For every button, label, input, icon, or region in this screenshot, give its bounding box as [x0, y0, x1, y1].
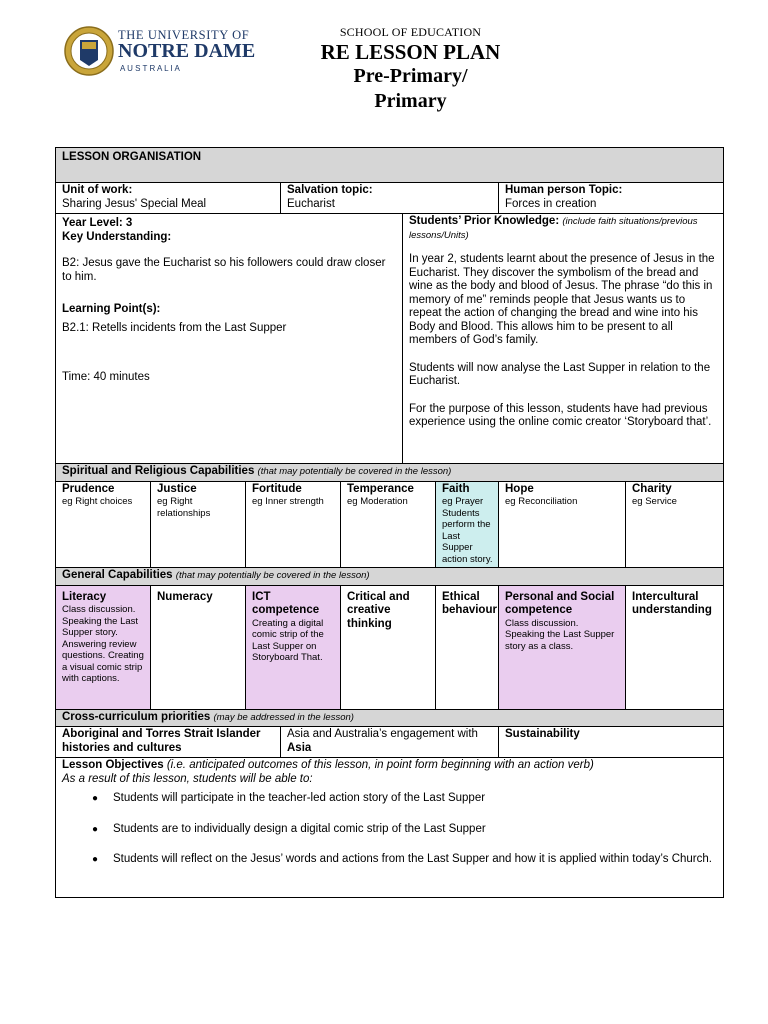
bullet-icon: ●	[92, 823, 99, 835]
objective-item: ● Students will reflect on the Jesus’ words and actions from the Last Supper and how it is applied within today’s Church.	[92, 853, 712, 865]
title-block	[268, 25, 553, 114]
general-capabilities-heading	[56, 568, 724, 586]
salvation-topic-cell	[281, 183, 499, 214]
spiritual-justice: Justice eg Right relationships	[151, 481, 246, 568]
bullet-icon: ●	[92, 793, 99, 804]
year-level: Year Level: 3	[62, 217, 133, 229]
spiritual-hope: Hope eg Reconciliation	[499, 481, 626, 568]
bullet-icon: ●	[92, 854, 99, 865]
objective-item: ● Students are to individually design a digital comic strip of the Last Supper	[92, 822, 486, 835]
general-numeracy: Numeracy	[151, 585, 246, 709]
objective-item: ● Students will participate in the teacher-led action story of the Last Supper	[92, 792, 486, 804]
plan-title: RE LESSON PLAN	[320, 40, 501, 64]
spiritual-capabilities-heading	[56, 464, 724, 482]
logo-line2: NOTRE DAME	[118, 40, 256, 62]
general-literacy: Literacy Class discussion. Speaking the Last Supper story. Answering review questions. Creating a visual comic strip with captions.	[56, 585, 151, 709]
unit-of-work-cell	[56, 183, 281, 214]
plan-subtitle-1: Pre-Primary/	[353, 65, 468, 87]
objectives-intro: As a result of this lesson, students will be able to:	[62, 772, 313, 785]
spiritual-prudence: Prudence eg Right choices	[56, 481, 151, 568]
time-text: Time: 40 minutes	[62, 371, 150, 383]
spiritual-heading-note: (that may potentially be covered in the lesson)	[257, 466, 452, 477]
general-critical-creative: Critical and creative thinking	[341, 585, 436, 709]
general-ethical: Ethical behaviour	[436, 585, 499, 709]
key-understanding-text: B2: Jesus gave the Eucharist so his followers could draw closer to him.	[62, 257, 386, 283]
general-heading-note: (that may potentially be covered in the lesson)	[175, 570, 370, 581]
logo-line1: THE UNIVERSITY OF	[118, 28, 250, 42]
key-understanding-cell	[56, 214, 403, 464]
unit-value: Sharing Jesus' Special Meal	[62, 197, 207, 210]
cross-aboriginal: Aboriginal and Torres Strait Islander histories and cultures	[56, 727, 281, 758]
spiritual-fortitude: Fortitude eg Inner strength	[246, 481, 341, 568]
prior-knowledge-note: (include faith situations/previous lessons/Units)	[409, 216, 698, 241]
salvation-label: Salvation topic:	[287, 184, 373, 196]
cross-sustainability: Sustainability	[499, 727, 724, 758]
general-personal-social: Personal and Social competence Class discussion. Speaking the Last Supper story as a class.	[499, 585, 626, 709]
learning-points-label: Learning Point(s):	[62, 303, 161, 315]
objectives-list	[62, 792, 718, 867]
lesson-objectives-cell	[56, 758, 724, 898]
key-understanding-label: Key Understanding:	[62, 230, 172, 243]
prior-paragraph-1: In year 2, students learnt about the presence of Jesus in the Eucharist. They discover the symbolism of the bread and wine as the body and blood of Jesus. The phrase “do this in memory of me” reminds people that Jesus wants us to repeat the action of changing the bread and wine into his Body and Blood. This allows him to be present to all members of God’s family.	[409, 253, 715, 346]
cross-heading-label: Cross-curriculum priorities	[62, 710, 211, 723]
prior-paragraph-3: For the purpose of this lesson, students have had previous experience using the online comic creator ‘Storyboard that’.	[409, 402, 712, 428]
human-person-topic-cell	[499, 183, 724, 214]
prior-knowledge-cell	[403, 214, 724, 464]
lesson-organisation-heading: LESSON ORGANISATION	[56, 148, 724, 183]
cross-asia-line2: Asia	[287, 741, 312, 754]
cross-curriculum-heading	[56, 709, 724, 727]
objectives-label: Lesson Objectives	[62, 759, 164, 771]
cross-asia-line1: Asia and Australia’s engagement with	[287, 728, 478, 740]
human-value: Forces in creation	[505, 197, 597, 210]
lesson-plan-table	[55, 147, 724, 898]
general-heading-label: General Capabilities	[62, 569, 173, 581]
human-label: Human person Topic:	[505, 184, 623, 196]
spiritual-faith: Faith eg Prayer Students perform the Last Supper action story.	[436, 481, 499, 568]
salvation-value: Eucharist	[287, 197, 335, 210]
prior-knowledge-label: Students’ Prior Knowledge:	[409, 215, 560, 227]
school-name: SCHOOL OF EDUCATION	[339, 25, 482, 39]
spiritual-temperance: Temperance eg Moderation	[341, 481, 436, 568]
learning-points-text: B2.1: Retells incidents from the Last Supper	[62, 321, 287, 334]
spiritual-heading-label: Spiritual and Religious Capabilities	[62, 465, 255, 477]
general-intercultural: Intercultural understanding	[626, 585, 724, 709]
logo-line3: A U S T R A L I A	[120, 64, 180, 73]
unit-label: Unit of work:	[62, 184, 133, 196]
university-logo	[62, 24, 272, 80]
prior-paragraph-2: Students will now analyse the Last Supper in relation to the Eucharist.	[409, 361, 711, 387]
general-ict: ICT competence Creating a digital comic strip of the Last Supper on Storyboard That.	[246, 585, 341, 709]
objectives-note: (i.e. anticipated outcomes of this lesson, in point form beginning with an action verb)	[166, 759, 594, 771]
spiritual-charity: Charity eg Service	[626, 481, 724, 568]
cross-heading-note: (may be addressed in the lesson)	[213, 711, 354, 723]
plan-subtitle-2: Primary	[374, 90, 447, 112]
cross-asia	[281, 727, 499, 758]
